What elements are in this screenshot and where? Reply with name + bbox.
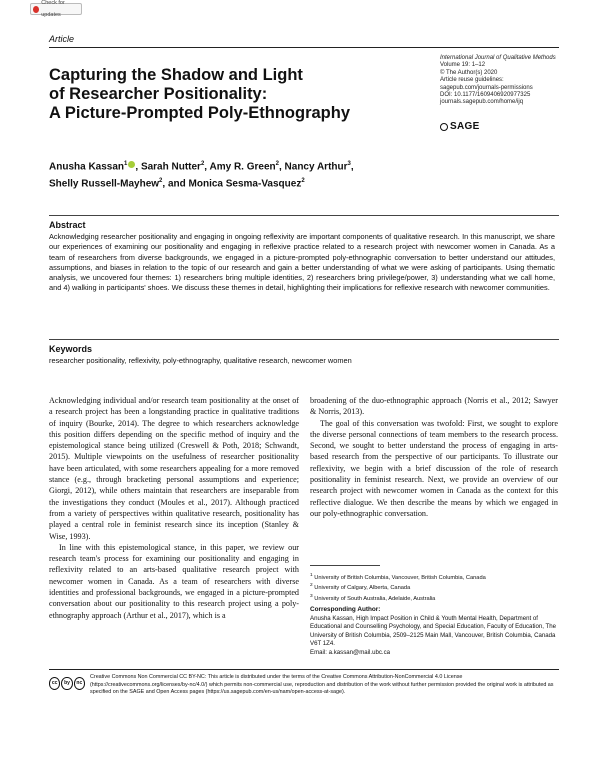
- abstract-heading: Abstract: [49, 220, 86, 230]
- author-name: Monica Sesma-Vasquez: [188, 178, 302, 190]
- author-affiliation-sup: 2: [301, 178, 305, 185]
- affiliation-sup: 1: [310, 573, 313, 578]
- journal-volume: Volume 19: 1–12: [440, 62, 486, 69]
- corresponding-author-details: [310, 615, 558, 657]
- author-name: Sarah Nutter: [140, 161, 201, 173]
- journal-home-link[interactable]: journals.sagepub.com/home/ijq: [440, 99, 524, 106]
- article-type-label: Article: [49, 34, 75, 44]
- check-for-updates-badge[interactable]: [30, 0, 82, 18]
- affiliations: [310, 572, 558, 603]
- author-affiliation-sup: 2: [275, 161, 279, 167]
- affiliation-sup: 2: [310, 583, 313, 589]
- affiliation-item: [310, 572, 558, 582]
- journal-reuse-link[interactable]: sagepub.com/journals-permissions: [440, 84, 533, 91]
- body-paragraph: The goal of this conversation was twofold: First, we sought to explore the diverse personal connections of team members to the research process. Second, we sought to better understand the process of engaging in arts-based research from the perspective of our participants. To illustrate our reflexivity, we begin with a brief discussion of the role of research positionality in feminist research. Next, we provide an overview of our research project with newcomer women in Canada as the context for this reflective dialogue. We then describe the means by which we engaged in our poly-ethnographic conversation.: [310, 418, 558, 518]
- body-paragraph: Acknowledging individual and/or research team positionality at the onset of a research project has been a longstanding practice in qualitative traditions of inquiry (Bourke, 2014). The degree to which researchers acknowledge this position differs depending on the specific method of inquiry and the epistemological stance being utilized (Creswell & Poth, 2018; Schwandt, 2015). Multiple viewpoints on the usefulness of researcher positionality have been articulated, with some researchers appealing for a more removed stance (e.g., through bracketing personal assumptions and experience; Giorgi, 2012), while others maintain that researchers are inseparable from the investigations they conduct (Moules et al., 2017). Although practiced from a variety of perspectives within qualitative research, positionality has played a central role in feminist research since its inception (Stanley & Wise, 1993).: [49, 396, 299, 541]
- affiliation-item: [310, 593, 558, 603]
- journal-reuse: Article reuse guidelines:: [440, 77, 504, 84]
- abstract-rule: [49, 215, 559, 216]
- keywords-text: researcher positionality, reflexivity, poly-ethnography, qualitative research, newcomer women: [49, 356, 352, 365]
- keywords-rule: [49, 339, 559, 340]
- sage-logo-icon: [440, 123, 448, 131]
- footnote-rule: [310, 565, 380, 566]
- body-column-left: [49, 395, 299, 621]
- journal-copyright: © The Author(s) 2020: [440, 69, 498, 76]
- cc-icon: cc: [49, 677, 60, 690]
- author-affiliation-sup: 1: [124, 161, 128, 167]
- author-conjunction: and: [167, 178, 186, 190]
- keywords-heading: Keywords: [49, 344, 93, 354]
- orcid-icon[interactable]: [128, 161, 135, 168]
- publisher-logo: [440, 121, 480, 132]
- author-affiliation-sup: 2: [159, 178, 163, 185]
- title-line: of Researcher Positionality:: [49, 85, 268, 103]
- corresponding-address: Anusha Kassan, High Impact Position in Child & Youth Mental Health, Department of Educational and Counselling Psychology, and Special Education, Faculty of Education, The University of British Columbia, 2509–2125 Main Mall, Vancouver, British Columbia, Canada V6T 1Z4.: [310, 615, 557, 648]
- affiliation-text: University of British Columbia, Vancouver, British Columbia, Canada: [314, 574, 486, 581]
- abstract-text: Acknowledging researcher positionality and engaging in ongoing reflexivity are important components of qualitative research. In this manuscript, we share our experiences of examining our positionality and engaging in reflexive practice related to a research project with newcomer women in Canada. As a team of researchers from diverse backgrounds, we engaged in a picture-prompted poly-ethnographic conversation to better understand our attitudes, assumptions, and biases in relation to the topic of our research and gain a better understanding of what we were asking of participants. Using thematic analysis, we uncovered four themes: 1) researchers bring multiple identities, 2) researchers bring privilege/power, 3) understanding what we call home, and 4) walking in participants' shoes. We discuss these themes in detail, highlighting their implications for reflexive research with newcomer communities.: [49, 232, 555, 293]
- check-updates-label: Check for updates: [41, 0, 65, 18]
- cc-nc-icon: nc: [74, 677, 85, 690]
- author-name: Shelly Russell-Mayhew: [49, 178, 160, 190]
- author-affiliation-sup: 3: [347, 161, 351, 167]
- body-paragraph: In line with this epistemological stance, in this paper, we review our research team's process for examining our positionality and engaging in reflexivity related to an arts-based qualitative research project with newcomer women in Canada. As a team of researchers with diverse identities and professional backgrounds, we engaged in a picture-prompted conversation about our positionality to this research project using a poly-ethnography approach (Arthur et al., 2017), which is a: [49, 542, 299, 620]
- header-rule: [49, 47, 559, 48]
- journal-info: [440, 55, 570, 107]
- affiliation-text: University of South Australia, Adelaide, Australia: [314, 595, 436, 602]
- title-line: A Picture-Prompted Poly-Ethnography: [49, 104, 350, 122]
- affiliation-sup: 3: [310, 593, 313, 599]
- author-name: Amy R. Green: [209, 161, 276, 173]
- title-line: Capturing the Shadow and Light: [49, 66, 303, 84]
- body-paragraph: broadening of the duo-ethnographic approach (Norris et al., 2012; Sawyer & Norris, 2013).: [310, 396, 558, 417]
- journal-name: International Journal of Qualitative Methods: [440, 55, 556, 61]
- corresponding-email[interactable]: Email: a.kassan@mail.ubc.ca: [310, 648, 391, 656]
- affiliation-item: [310, 582, 558, 592]
- affiliation-text: University of Calgary, Alberta, Canada: [314, 585, 411, 592]
- author-list: [49, 157, 549, 192]
- license-rule: [49, 669, 559, 670]
- author-line-2: Shelly Russell-Mayhew$^2$, and Monica Sesma-Vasquez$^2$: [49, 178, 305, 190]
- publisher-name: SAGE: [450, 121, 480, 132]
- article-title: [49, 66, 389, 123]
- author-line-1: Anusha Kassan$^1$ , Sarah Nutter$^2$, Amy R. Green$^2$, Nancy Arthur$^3$,: [49, 161, 354, 173]
- journal-doi[interactable]: DOI: 10.1177/1609406920977325: [440, 92, 531, 99]
- author-name: Anusha Kassan: [49, 161, 125, 173]
- cc-license-badge[interactable]: [49, 677, 85, 693]
- body-column-right: [310, 395, 558, 519]
- author-affiliation-sup: 2: [200, 161, 205, 167]
- cc-by-icon: by: [61, 677, 72, 690]
- check-updates-icon: [33, 6, 39, 13]
- license-text: Creative Commons Non Commercial CC BY-NC: This article is distributed under the terms of the Creative Commons Attribution-NonCommercial 4.0 License (https://creativecommons.org/licenses/by-nc/4.0/) which permits non-commercial use, reproduction and distribution of the work without further permission provided the original work is attributed as specified on the SAGE and Open Access pages (https://us.sagepub.com/en-us/nam/open-access-at-sage).: [90, 674, 554, 696]
- corresponding-author-heading: Corresponding Author:: [310, 606, 381, 613]
- author-name: Nancy Arthur: [284, 161, 348, 173]
